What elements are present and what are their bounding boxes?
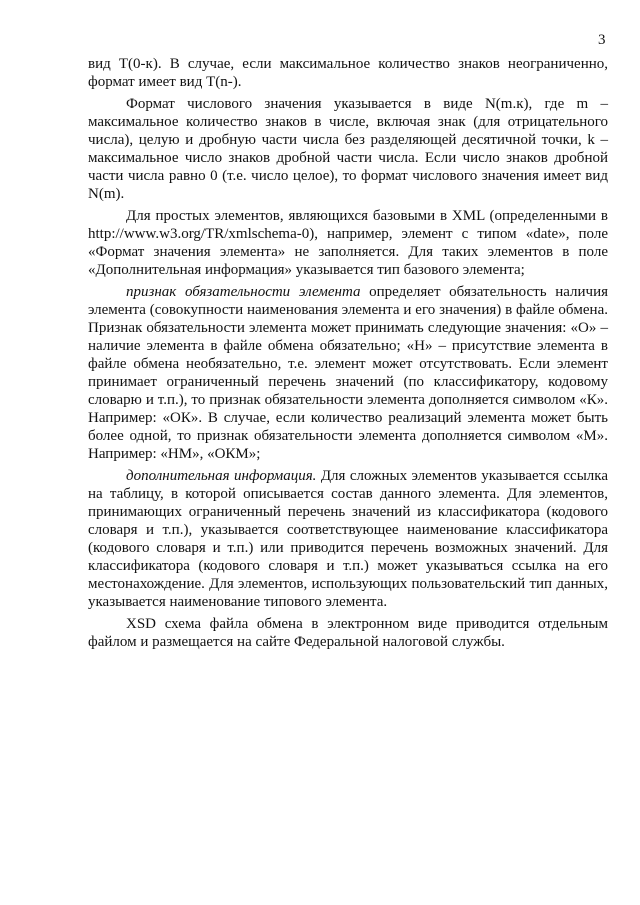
term-additional-info: дополнительная информация. [126, 468, 317, 484]
paragraph-numeric-format: Формат числового значения указывается в виде N(m.к), где m – максимальное количество знаков в числе, включая знак (для отрицательного числа), целую и дробную части числа без разделяющей десятичной точки, k – максимальное число знаков дробной части числа. Если число знаков дробной части числа равно 0 (т.е. число целое), то формат числового значения имеет вид N(m). [88, 96, 608, 202]
paragraph-text-format: вид T(0-к). В случае, если максимальное количество знаков неограниченно, формат имеет вид T(n-). [88, 56, 608, 90]
term-required-flag: признак обязательности элемента [126, 284, 361, 300]
paragraph-required-flag-text: определяет обязательность наличия элемента (совокупности наименования элемента и его значения) в файле обмена. Признак обязательности элемента может принимать следующие значения: «О» – наличие элемента в файле обмена обязательно; «Н» – присутствие элемента в файле обмена необязательно, т.е. элемент может отсутствовать. Если элемент принимает ограниченный перечень значений (по классификатору, кодовому словарю и т.п.), то признак обязательности элемента дополняется символом «К». Например: «ОК». В случае, если количество реализаций элемента может быть более одной, то признак обязательности элемента дополняется символом «М». Например: «НМ», «ОКМ»; [88, 284, 608, 462]
page-number: 3 [598, 32, 606, 48]
paragraph-simple-elements: Для простых элементов, являющихся базовыми в XML (определенными в http://www.w3.org/TR/xmlschema-0), например, элемент с типом «date», поле «Формат значения элемента» не заполняется. Для таких элементов в поле «Дополнительная информация» указывается тип базового элемента; [88, 208, 608, 278]
paragraph-required-flag [88, 283, 608, 463]
document-body [88, 55, 608, 655]
paragraph-xsd-schema: XSD схема файла обмена в электронном виде приводится отдельным файлом и размещается на сайте Федеральной налоговой службы. [88, 616, 608, 650]
paragraph-additional-info-text: Для сложных элементов указывается ссылка на таблицу, в которой описывается состав данного элемента. Для элементов, принимающих ограниченный перечень значений из классификатора (кодового словаря и т.п.), указывается соответствующее наименование классификатора (кодового словаря и т.п.) или приводится перечень возможных значений. Для классификатора (кодового словаря и т.п.) может указываться ссылка на его местонахождение. Для элементов, использующих пользовательский тип данных, указывается наименование типового элемента. [88, 468, 608, 610]
paragraph-additional-info [88, 467, 608, 611]
